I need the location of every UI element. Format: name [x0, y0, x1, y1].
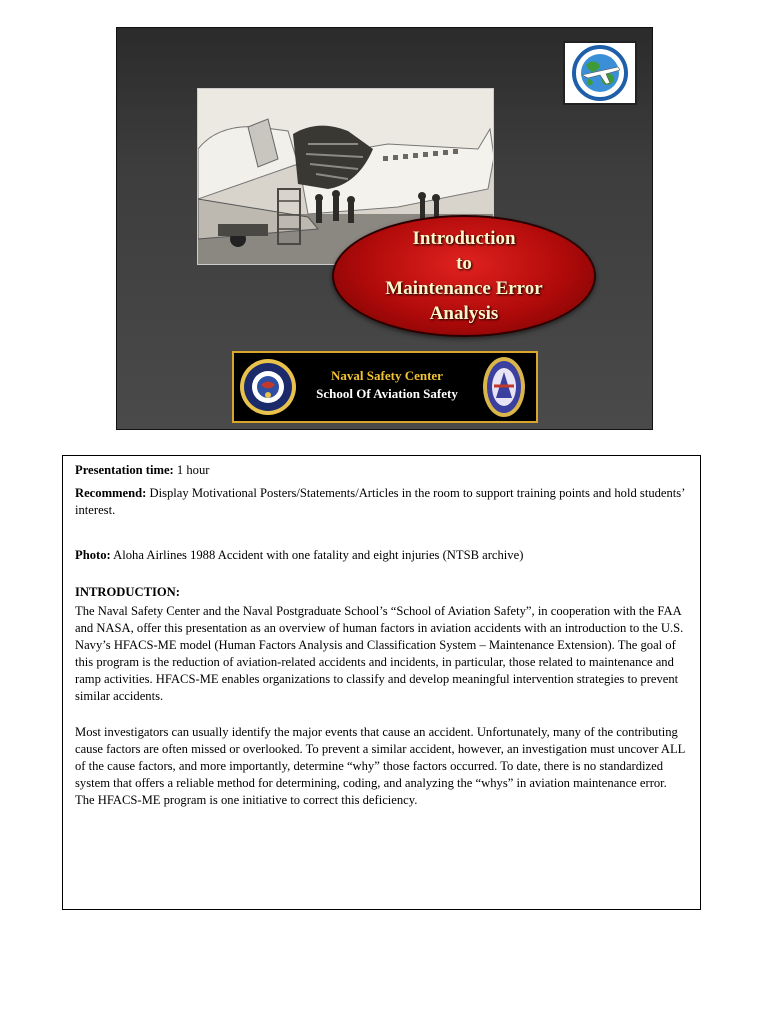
banner-line-2: School Of Aviation Safety [316, 386, 458, 401]
recommendation [75, 485, 688, 519]
title-line-3: Maintenance Error [385, 278, 543, 299]
globe-airplane-icon [568, 45, 632, 101]
presentation-time [75, 462, 688, 479]
introduction-heading: INTRODUCTION: [75, 585, 180, 599]
title-line-4: Analysis [429, 303, 499, 324]
introduction-paragraph-2: Most investigators can usually identify the major events that cause an accident. Unfortunately, many of the contributing cause factors are often missed or overlooked. To prevent a similar accident, however, an investigation must uncover ALL of the cause factors, and more importantly, determine “why” those factors occurred. To date, there is no standardized system that offers a reliable method for determining, coding, and analyzing the “whys” in aviation maintenance error. The HFACS-ME program is one initiative to correct this deficiency. [75, 725, 685, 807]
presentation-slide [116, 27, 653, 430]
presentation-time-value: 1 hour [173, 463, 210, 477]
speaker-notes [62, 455, 701, 910]
banner-line-1: Naval Safety Center [331, 368, 443, 383]
photo-label: Photo: [75, 548, 111, 562]
introduction-paragraph-1: The Naval Safety Center and the Naval Postgraduate School’s “School of Aviation Safety”, in cooperation with the FAA and NASA, offer this presentation as an overview of human factors in aviation accidents with an introduction to the U.S. Navy’s HFACS-ME model (Human Factors Analysis and Classification System – Maintenance Extension). The goal of this program is the reduction of aviation-related accidents and incidents, in particular, those related to maintenance and ramp activities. HFACS-ME enables organizations to classify and develop meaningful intervention strategies to prevent similar accidents. [75, 604, 684, 703]
photo-text: Aloha Airlines 1988 Accident with one fatality and eight injuries (NTSB archive) [110, 548, 524, 562]
photo-caption [75, 547, 688, 564]
presentation-time-label: Presentation time: [75, 463, 174, 477]
human-factors-logo [563, 41, 637, 105]
title-line-1: Introduction [412, 228, 516, 249]
recommend-text: Display Motivational Posters/Statements/Articles in the room to support training points and hold students’ interest. [75, 486, 685, 517]
banner-text [298, 367, 476, 403]
title-oval [332, 215, 596, 337]
naval-safety-banner [232, 351, 538, 423]
recommend-label: Recommend: [75, 486, 147, 500]
naval-safety-center-seal-icon [239, 358, 297, 416]
title-line-2: to [456, 253, 472, 274]
school-of-aviation-safety-seal-icon [482, 356, 526, 418]
